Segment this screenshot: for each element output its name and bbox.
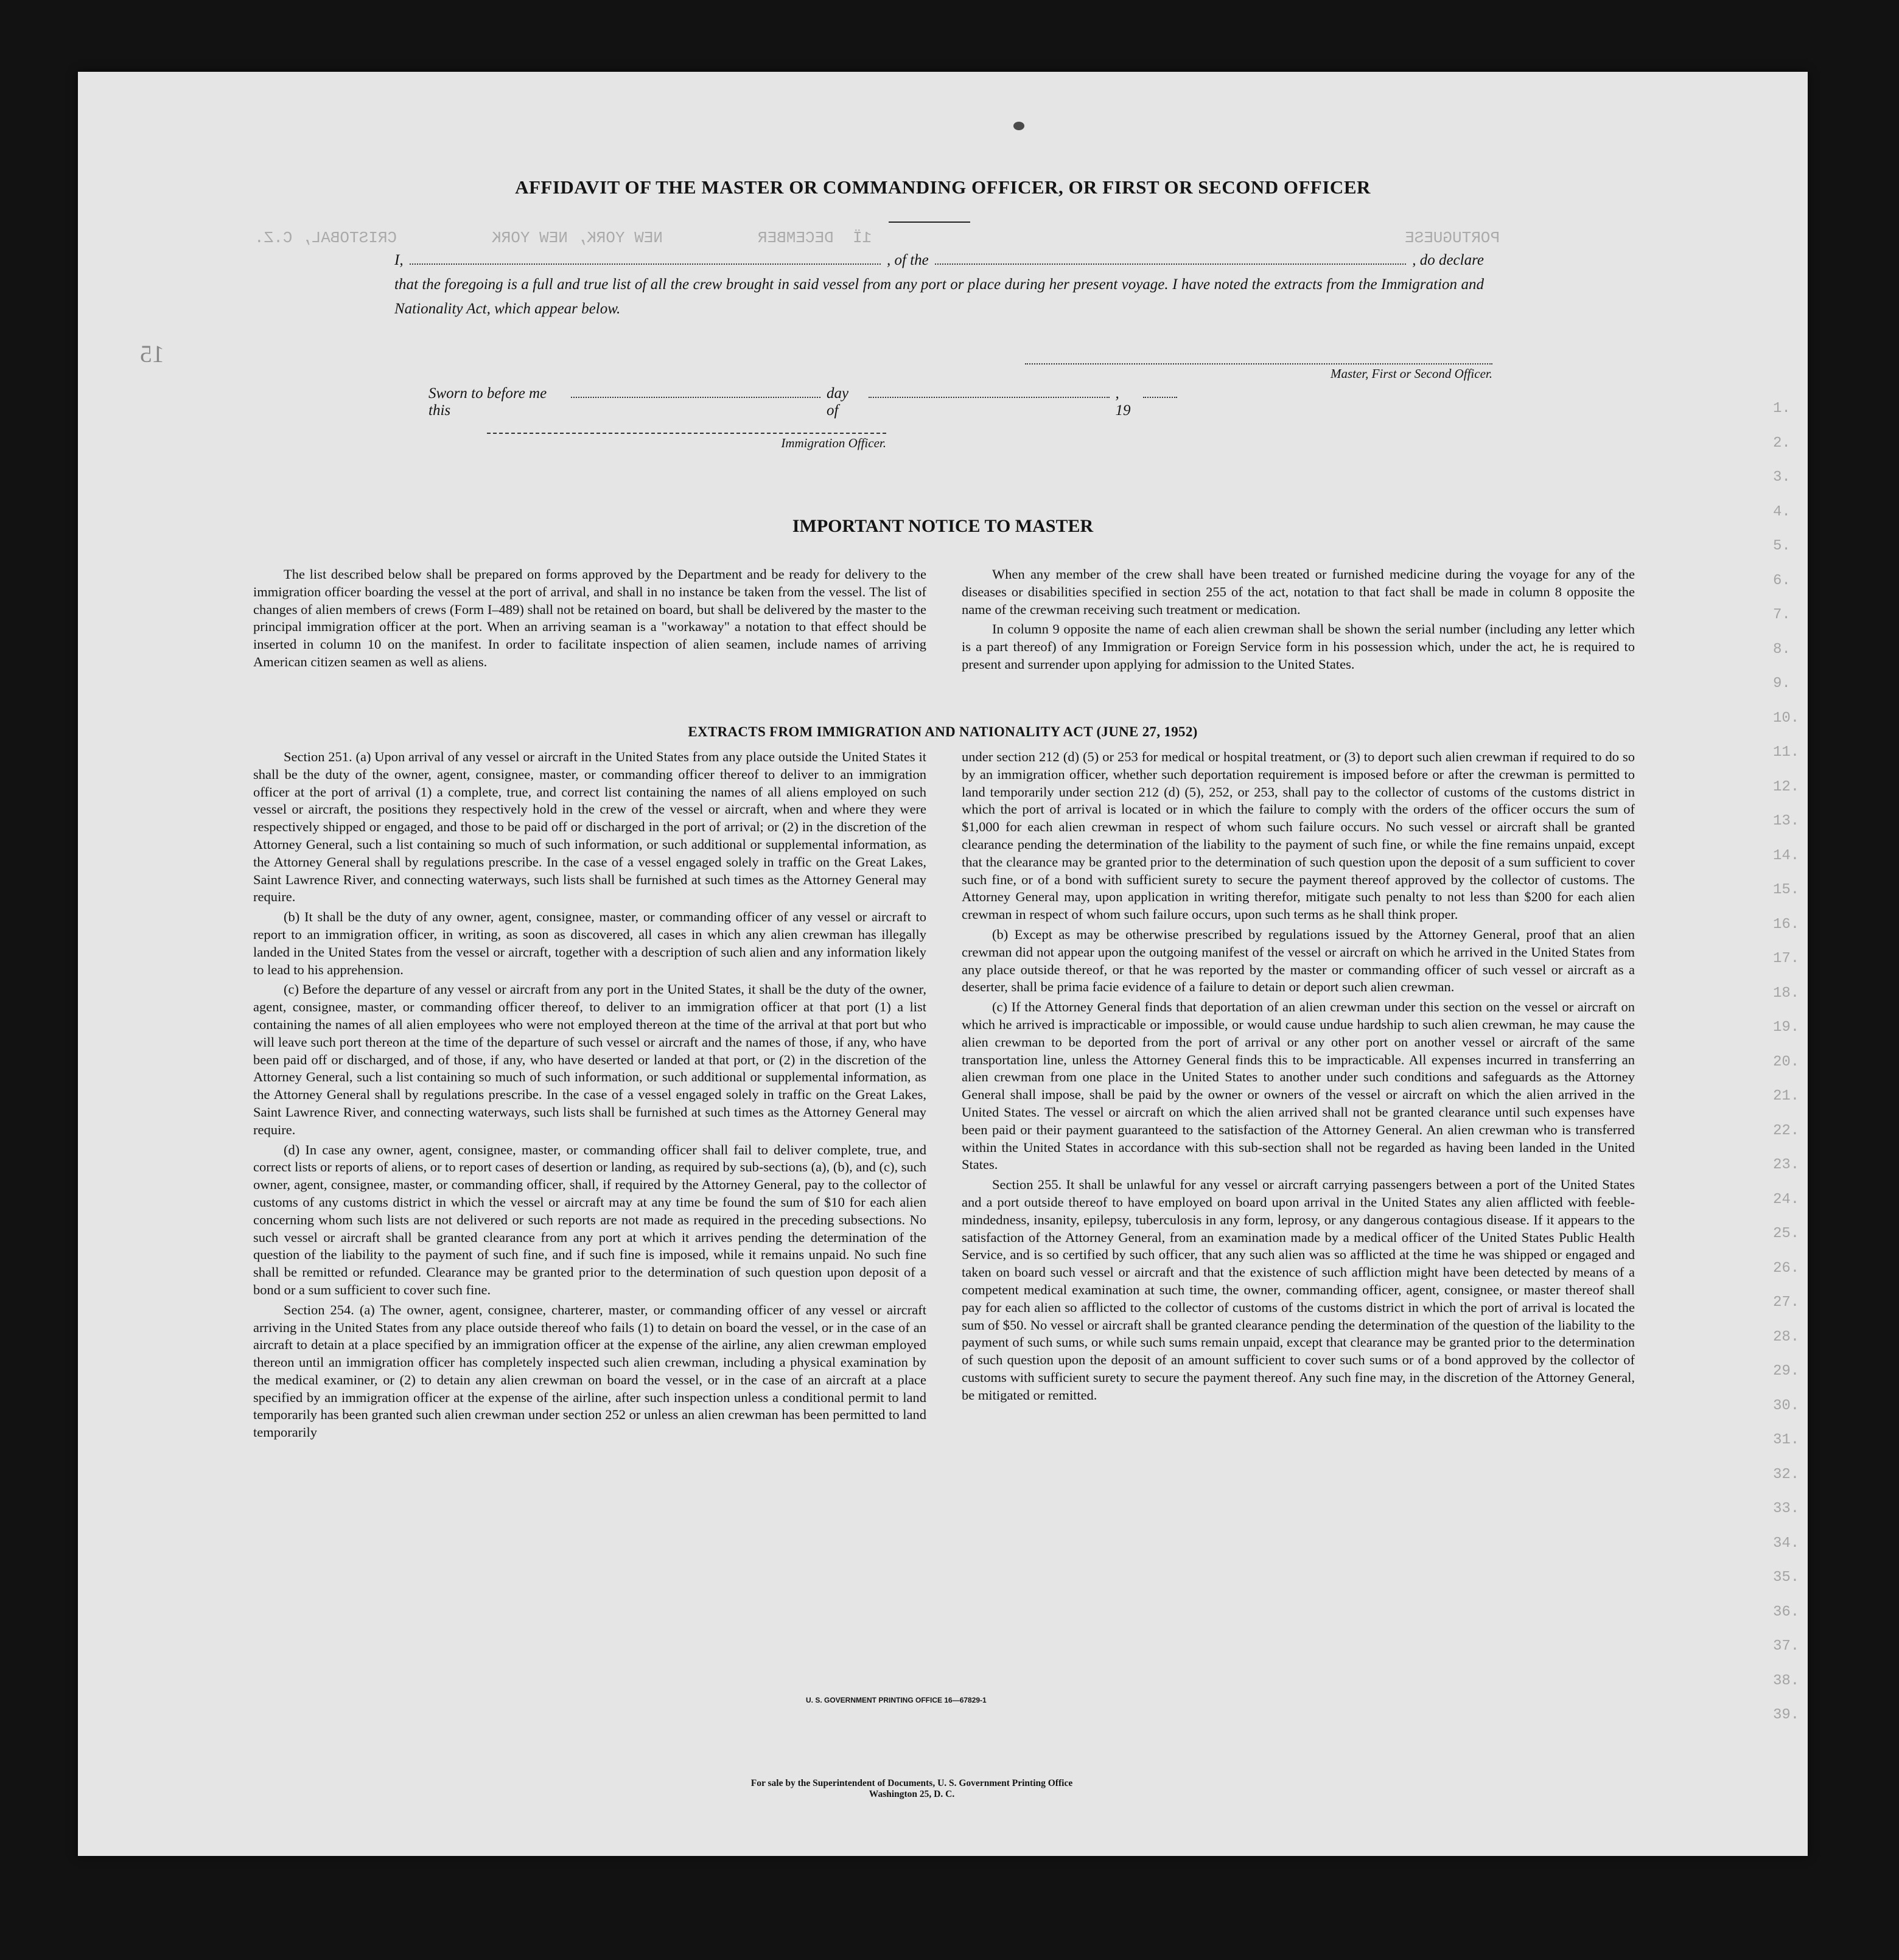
extract-paragraph: Section 251. (a) Upon arrival of any vessel or aircraft in the United States from any place outside the United States it shall be the duty of the owner, agent, consignee, master, or commanding officer thereof to deliver to an immigration officer at the port of arrival (1) a complete, true, and correct list containing the names of all aliens employed on such vessel or aircraft, the positions they respectively hold in the crew of the vessel or aircraft, when and where they were respectively shipped or engaged, and those to be paid off or discharged in the port of arrival; or (2) in the discretion of the Attorney General, such a list containing so much of such information, or such additional or supplemental information, as the Attorney General shall by regulations prescribe. In the case of a vessel engaged solely in traffic on the Great Lakes, Saint Lawrence River, and connecting waterways, such lists shall be furnished at such times as the Attorney General may require. <box>253 749 926 905</box>
extract-paragraph: (d) In case any owner, agent, consignee, master, or commanding officer shall fail to deliver complete, true, and correct lists or reports of aliens, or to report cases of desertion or landing, as required by sub-sections (a), (b), and (c), such owner, agent, consignee, master, or commanding officer, shall, if required by the Attorney General, pay to the collector of customs of any customs district in which the vessel or aircraft may at any time be found the sum of $10 for each alien concerning whom such lists are not delivered or such reports are not made as required in the preceding subsections. No such vessel or aircraft shall be granted clearance from any port at which it arrives pending the determination of the question of the liability to the payment of such fine, and if such fine is imposed, while it remains unpaid. No such fine shall be remitted or refunded. Clearance may be granted prior to the determination of such question upon deposit of a bond or a sum sufficient to cover such fine. <box>253 1142 926 1297</box>
margin-line-number: 2. <box>1773 434 1791 452</box>
margin-line-number: 7. <box>1773 607 1791 623</box>
margin-line-number: 9. <box>1773 675 1791 692</box>
extract-paragraph: Section 255. It shall be unlawful for any vessel or aircraft carrying passengers between a port of the United States and a port outside thereof to have employed on board upon arrival in the United States any alien afflicted with feeble-mindedness, insanity, epilepsy, tuberculosis in any form, leprosy, or any dangerous contagious disease. If it appears to the satisfaction of the Attorney General, from an examination made by a medical officer of the United States Public Health Service, and is so certified by such officer, that any such alien was so afflicted at the time he was shipped or engaged and taken on board such vessel or aircraft and that the existence of such affliction might have been detected by means of a competent medical examination at such time, the owner, commanding officer, agent, consignee, or master thereof shall pay for each alien so afflicted to the collector of customs of the customs district in which the port of arrival is located the sum of $50. No vessel or aircraft shall be granted clearance pending the determination of the question of the liability to the payment of such sums, or while such sums remain unpaid, except that clearance may be granted prior to the determination of such question upon the deposit of an amount sufficient to cover such sums or of a bond approved by the collector of customs with sufficient surety to secure the payment thereof. Any such fine may, in the discretion of the Attorney General, be mitigated or remitted. <box>962 1177 1635 1403</box>
margin-line-number: 1. <box>1773 400 1791 417</box>
extract-paragraph: Section 254. (a) The owner, agent, consignee, charterer, master, or commanding officer of any vessel or aircraft arriving in the United States from any place outside thereof who fails (1) to detain on board the vessel, or in the case of an aircraft to detain at a place specified by an immigration officer at the expense of the airline, any alien crewman employed thereon until an immigration officer has completely inspected such alien crewman, including a physical examination by the medical examiner, or (2) to detain any alien crewman on board the vessel, or in the case of an aircraft at a place specified by an immigration officer at the expense of the airline, after such inspection unless a conditional permit to land temporarily has been granted such alien crewman under section 252 or unless an alien crewman has been permitted to land temporarily <box>253 1302 926 1440</box>
margin-line-number: 38. <box>1773 1672 1800 1689</box>
immigration-officer-field[interactable] <box>487 433 886 434</box>
margin-line-number: 21. <box>1773 1088 1800 1104</box>
bleed-through-stamp: 15 <box>140 340 164 368</box>
master-signature-field[interactable] <box>1025 363 1492 364</box>
margin-line-number: 17. <box>1773 950 1800 967</box>
margin-line-number: 39. <box>1773 1707 1800 1723</box>
margin-line-number: 8. <box>1773 641 1791 658</box>
sale-line: Washington 25, D. C. <box>869 1789 955 1799</box>
margin-line-number: 28. <box>1773 1328 1800 1345</box>
margin-line-number: 34. <box>1773 1535 1800 1552</box>
i-label: I, <box>394 252 404 268</box>
declaration-text: that the foregoing is a full and true list of all the crew brought in said vessel from any port or place during her present voyage. I have noted the extracts from the Immigration and Nationality Act, which appear below. <box>394 276 1484 317</box>
extracts-left-column <box>253 748 926 1444</box>
sworn-day-field[interactable] <box>571 382 820 398</box>
margin-line-number: 11. <box>1773 744 1800 761</box>
margin-line-number: 3. <box>1773 469 1791 486</box>
extract-paragraph: (c) If the Attorney General finds that deportation of an alien crewman under this section on the vessel or aircraft on which he arrived is impracticable or impossible, or would cause undue hardship to such alien crewman, he may cause the alien crewman to be deported from the port of arrival or any other port on another vessel or aircraft of the same transportation line, unless the Attorney General finds this to be impracticable. All expenses incurred in transferring an alien crewman from one place in the United States to another under such conditions and safeguards as the Attorney General shall impose, shall be paid by the owner or owners of the vessel or aircraft on which the alien arrived in the United States. The vessel or aircraft on which the alien arrived shall not be granted clearance until such expenses have been paid or their payment guaranteed to the satisfaction of the Attorney General. An alien crewman who is transferred within the United States in accordance with this sub-section shall not be regarded as having been landed in the United States. <box>962 999 1635 1173</box>
margin-line-number: 19. <box>1773 1019 1800 1036</box>
extract-paragraph: (b) Except as may be otherwise prescribed by regulations issued by the Attorney General, proof that an alien crewman did not appear upon the outgoing manifest of the vessel or aircraft on which he arrived in the United States from any place outside thereof, or that he was reported by the master or commanding officer of such vessel or aircraft as a deserter, shall be prima facie evidence of a failure to detain or deport such alien crewman. <box>962 926 1635 995</box>
margin-line-number: 36. <box>1773 1603 1800 1620</box>
notice-paragraph: In column 9 opposite the name of each alien crewman shall be shown the serial number (including any letter which is a part thereof) of any Immigration or Foreign Service form in his possession which, under the act, he is required to present and surrender upon applying for admission to the United States. <box>962 621 1635 672</box>
extracts-right-column <box>962 748 1635 1406</box>
year-prefix: , 19 <box>1115 385 1131 419</box>
sworn-line <box>428 382 1183 419</box>
extract-paragraph: (b) It shall be the duty of any owner, agent, consignee, master, or commanding officer of any vessel or aircraft to report to an immigration officer, in writing, as soon as discovered, all cases in which any alien crewman has illegally landed in the United States from the vessel or aircraft, together with a description of such alien and any information likely to lead to his apprehension. <box>253 909 926 977</box>
margin-line-number: 30. <box>1773 1397 1800 1414</box>
margin-line-number: 33. <box>1773 1501 1800 1517</box>
sale-line: For sale by the Superintendent of Documents, U. S. Government Printing Office <box>750 1778 1073 1788</box>
margin-line-number: 24. <box>1773 1191 1800 1208</box>
margin-line-number: 10. <box>1773 710 1800 727</box>
affidavit-title: AFFIDAVIT OF THE MASTER OR COMMANDING OFFICER, OR FIRST OR SECOND OFFICER <box>515 176 1371 198</box>
margin-line-number: 27. <box>1773 1294 1800 1311</box>
bleed-through-text: 1Ї DECEMBER NEW YORK, NEW YORK CRISTOBAL, C.Z. <box>254 229 891 247</box>
margin-line-number: 31. <box>1773 1432 1800 1448</box>
sworn-month-field[interactable] <box>869 382 1110 398</box>
sworn-prefix: Sworn to before me this <box>428 385 547 419</box>
notice-right-column <box>962 566 1635 676</box>
margin-line-number: 25. <box>1773 1226 1800 1242</box>
margin-line-number: 16. <box>1773 916 1800 933</box>
margin-line-number: 20. <box>1773 1053 1800 1070</box>
margin-line-number: 32. <box>1773 1466 1800 1483</box>
of-the-label: , of the <box>887 252 929 268</box>
extracts-title: EXTRACTS FROM IMMIGRATION AND NATIONALITY ACT (JUNE 27, 1952) <box>688 724 1198 739</box>
title-rule <box>889 221 970 223</box>
margin-line-number: 4. <box>1773 503 1791 520</box>
punch-hole <box>1013 122 1024 130</box>
immigration-officer-label: Immigration Officer. <box>781 436 886 450</box>
notice-paragraph: The list described below shall be prepared on forms approved by the Department and be ready for delivery to the immigration officer boarding the vessel at the port of arrival, and shall in no instance be taken from the vessel. The list of changes of alien members of crews (Form I–489) shall not be retained on board, but shall be delivered by the master to the principal immigration officer at the port. When an arriving seaman is a "workaway" a notation to that effect should be inserted in column 10 on the manifest. In order to facilitate inspection of alien seamen, include names of arriving American citizen seamen as well as aliens. <box>253 567 926 669</box>
name-field[interactable] <box>410 249 881 265</box>
margin-line-number: 26. <box>1773 1260 1800 1277</box>
margin-line-number: 29. <box>1773 1363 1800 1379</box>
declaration-block <box>394 248 1484 321</box>
vessel-field[interactable] <box>935 249 1406 265</box>
margin-line-number: 12. <box>1773 778 1800 795</box>
notice-paragraph: When any member of the crew shall have been treated or furnished medicine during the voyage for any of the diseases or disabilities specified in section 255 of the act, notation to that fact shall be made in column 8 opposite the name of the crewman receiving such treatment or medication. <box>962 567 1635 617</box>
margin-line-number: 22. <box>1773 1122 1800 1139</box>
extract-paragraph: (c) Before the departure of any vessel or aircraft from any port in the United States, it shall be the duty of the owner, agent, consignee, master, or commanding officer thereof, to deliver to an immigration officer at that port (1) a list containing the names of all alien employees who were not employed thereon at the time of the arrival at that port but who will leave such port thereon at the time of the departure of such vessel or aircraft and the names of those, if any, who have been paid off or discharged, and of those, if any, who have deserted or landed at that port, or (2) in the discretion of the Attorney General, such a list containing so much of such information, or such additional or supplemental information, as the Attorney General shall by regulations prescribe. In the case of a vessel engaged solely in traffic on the Great Lakes, Saint Lawrence River, and connecting waterways, such lists shall be furnished at such times as the Attorney General may require. <box>253 982 926 1137</box>
form-page <box>78 72 1808 1856</box>
notice-left-column <box>253 566 926 674</box>
margin-line-number: 15. <box>1773 882 1800 898</box>
do-declare-label: , do declare <box>1412 252 1484 268</box>
extract-paragraph: under section 212 (d) (5) or 253 for medical or hospital treatment, or (3) to deport such alien crewman if required to do so by an immigration officer, whether such deportation requirement is imposed before or after the crewman is permitted to land temporarily under section 212 (d) (5), 252, or 253, shall pay to the collector of customs of the customs district in which the port of arrival is located or in which the failure to comply with the orders of the officer occurs the sum of $1,000 for each alien crewman in respect of whom such failure occurs. No such vessel or aircraft shall be granted clearance pending the determination of the liability to the payment of such fine, or while the fine remains unpaid, except that the clearance may be granted prior to the determination of such question upon the deposit of a sum sufficient to cover such fine, or of a bond with sufficient surety to secure the payment thereof approved by the collector of customs. The Attorney General may, upon application in writing therefor, mitigate such penalty to not less than $200 for each alien crewman in respect of whom such failure occurs, upon such terms as he shall think proper. <box>962 749 1635 922</box>
notice-title: IMPORTANT NOTICE TO MASTER <box>792 516 1094 536</box>
margin-line-number: 37. <box>1773 1638 1800 1655</box>
margin-line-number: 18. <box>1773 985 1800 1002</box>
margin-line-number: 14. <box>1773 847 1800 864</box>
sworn-year-field[interactable] <box>1143 382 1177 398</box>
bleed-through-text: PORTUGUESE <box>1405 229 1500 247</box>
sale-notice <box>711 1778 1113 1800</box>
margin-line-number: 23. <box>1773 1157 1800 1173</box>
day-of-label: day of <box>826 385 849 419</box>
margin-line-number: 35. <box>1773 1569 1800 1586</box>
master-signature-label: Master, First or Second Officer. <box>1331 366 1492 381</box>
gpo-imprint: U. S. GOVERNMENT PRINTING OFFICE 16—67829-1 <box>806 1696 987 1704</box>
margin-line-number: 13. <box>1773 813 1800 829</box>
margin-line-number: 5. <box>1773 538 1791 554</box>
margin-line-number: 6. <box>1773 572 1791 589</box>
